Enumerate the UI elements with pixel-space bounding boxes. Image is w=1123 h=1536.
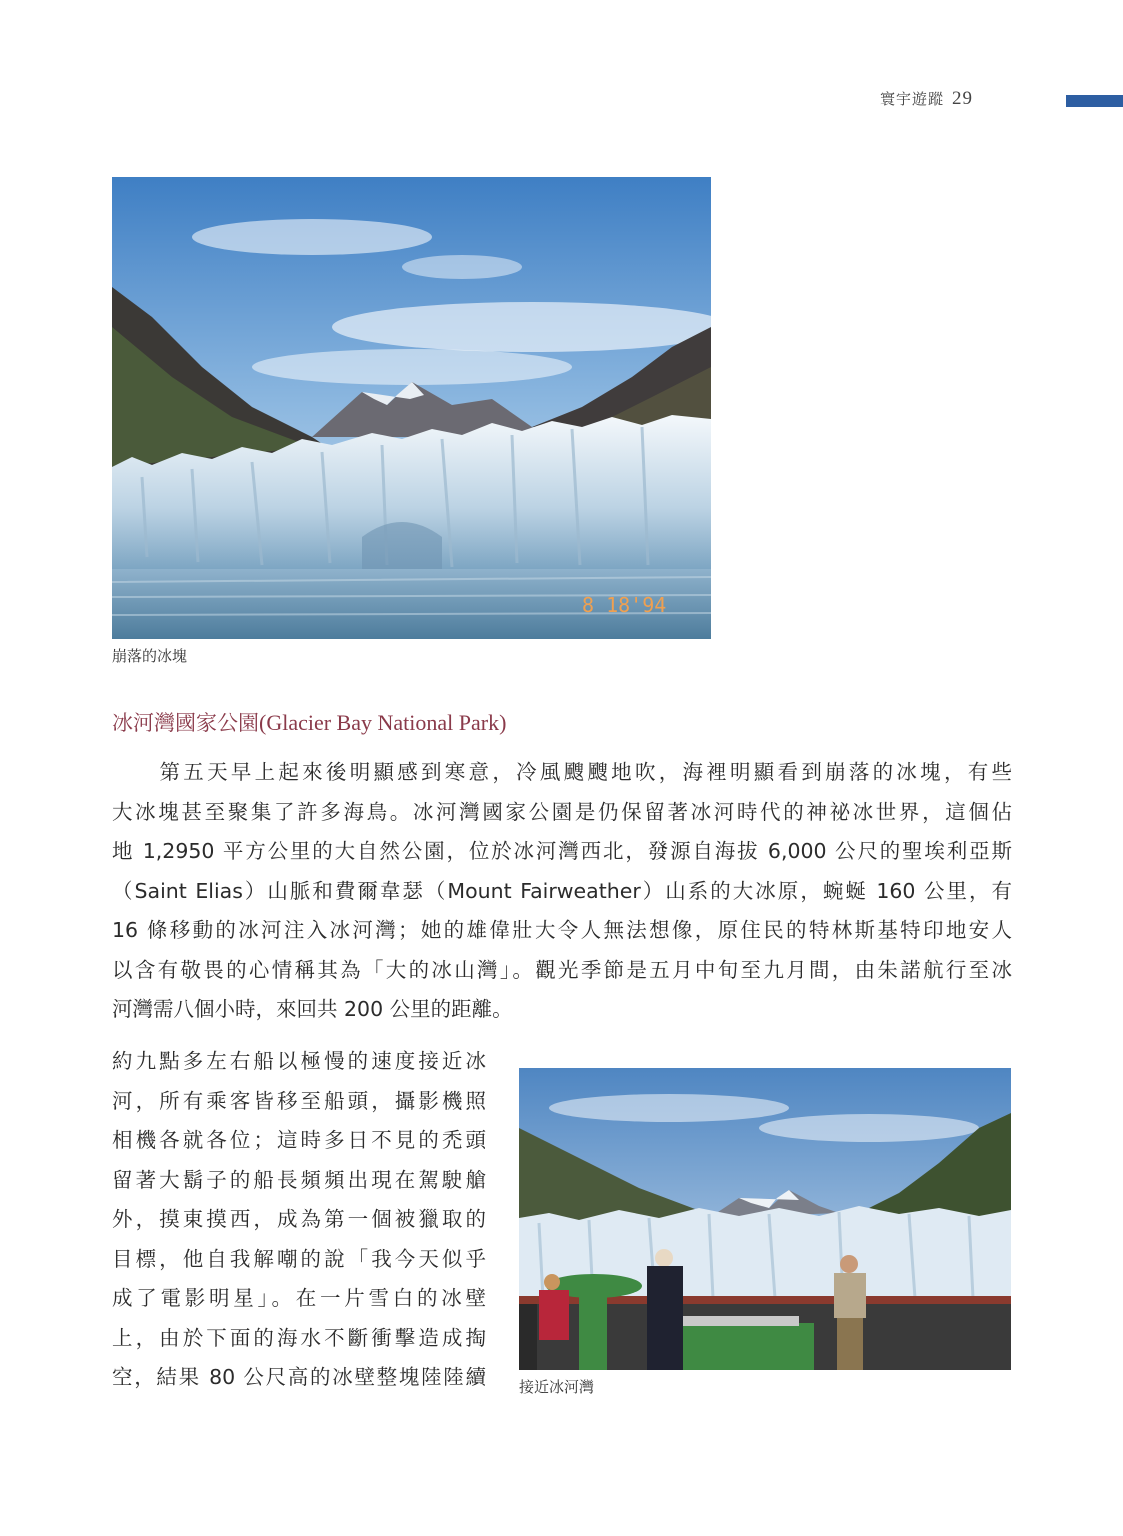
section-heading-en: (Glacier Bay National Park) (259, 710, 507, 735)
body-paragraph (112, 753, 1012, 1030)
section-heading (112, 707, 506, 737)
section-heading-zh: 冰河灣國家公園 (112, 711, 259, 735)
text-line: 外，摸東摸西，成為第一個被獵取的 (112, 1207, 486, 1231)
text-line: 地 1,2950 平方公里的大自然公園，位於冰河灣西北，發源自海拔 6,000 公尺的聖埃利亞斯 (112, 839, 1012, 863)
text-line: 河，所有乘客皆移至船頭，攝影機照 (112, 1088, 486, 1113)
text-line: 成了電影明星」。在一片雪白的冰壁 (112, 1286, 486, 1310)
text-line: 留著大鬍子的船長頻頻出現在駕駛艙 (112, 1167, 486, 1192)
glacier-photo (112, 177, 711, 639)
text-line: 河灣需八個小時，來回共 200 公里的距離。 (112, 997, 513, 1021)
text-line: （Saint Elias）山脈和費爾韋瑟（Mount Fairweather）山系的大冰原，蜿蜒 160 公里，有 (112, 878, 1012, 903)
text-line: 上，由於下面的海水不斷衝擊造成掏 (112, 1325, 486, 1350)
text-line: 16 條移動的冰河注入冰河灣；她的雄偉壯大令人無法想像，原住民的特林斯基特印地安人 (112, 918, 1012, 942)
text-line: 第五天早上起來後明顯感到寒意，冷風颼颼地吹，海裡明顯看到崩落的冰塊，有些 (112, 760, 1012, 784)
photo-caption: 接近冰河灣 (519, 1378, 595, 1396)
text-line: 相機各就各位；這時多日不見的禿頭 (112, 1128, 486, 1152)
text-line: 大冰塊甚至聚集了許多海鳥。冰河灣國家公園是仍保留著冰河時代的神祕冰世界，這個佔 (112, 799, 1012, 824)
text-line: 約九點多左右船以極慢的速度接近冰 (112, 1049, 486, 1073)
running-header (880, 88, 1040, 110)
photo-caption: 崩落的冰塊 (112, 647, 188, 665)
ship-deck-photo (519, 1068, 1011, 1370)
running-title: 寰宇遊蹤 (880, 90, 945, 108)
date-stamp: 8 18'94 (582, 593, 667, 617)
page-number: 29 (952, 88, 974, 109)
text-line: 以含有敬畏的心情稱其為「大的冰山灣」。觀光季節是五月中旬至九月間，由朱諾航行至冰 (112, 957, 1012, 982)
text-line: 空，結果 80 公尺高的冰壁整塊陸陸續 (112, 1365, 486, 1389)
header-accent-bar (1066, 95, 1123, 107)
body-paragraph (112, 1042, 486, 1398)
text-line: 目標，他自我解嘲的說「我今天似乎 (112, 1246, 486, 1271)
